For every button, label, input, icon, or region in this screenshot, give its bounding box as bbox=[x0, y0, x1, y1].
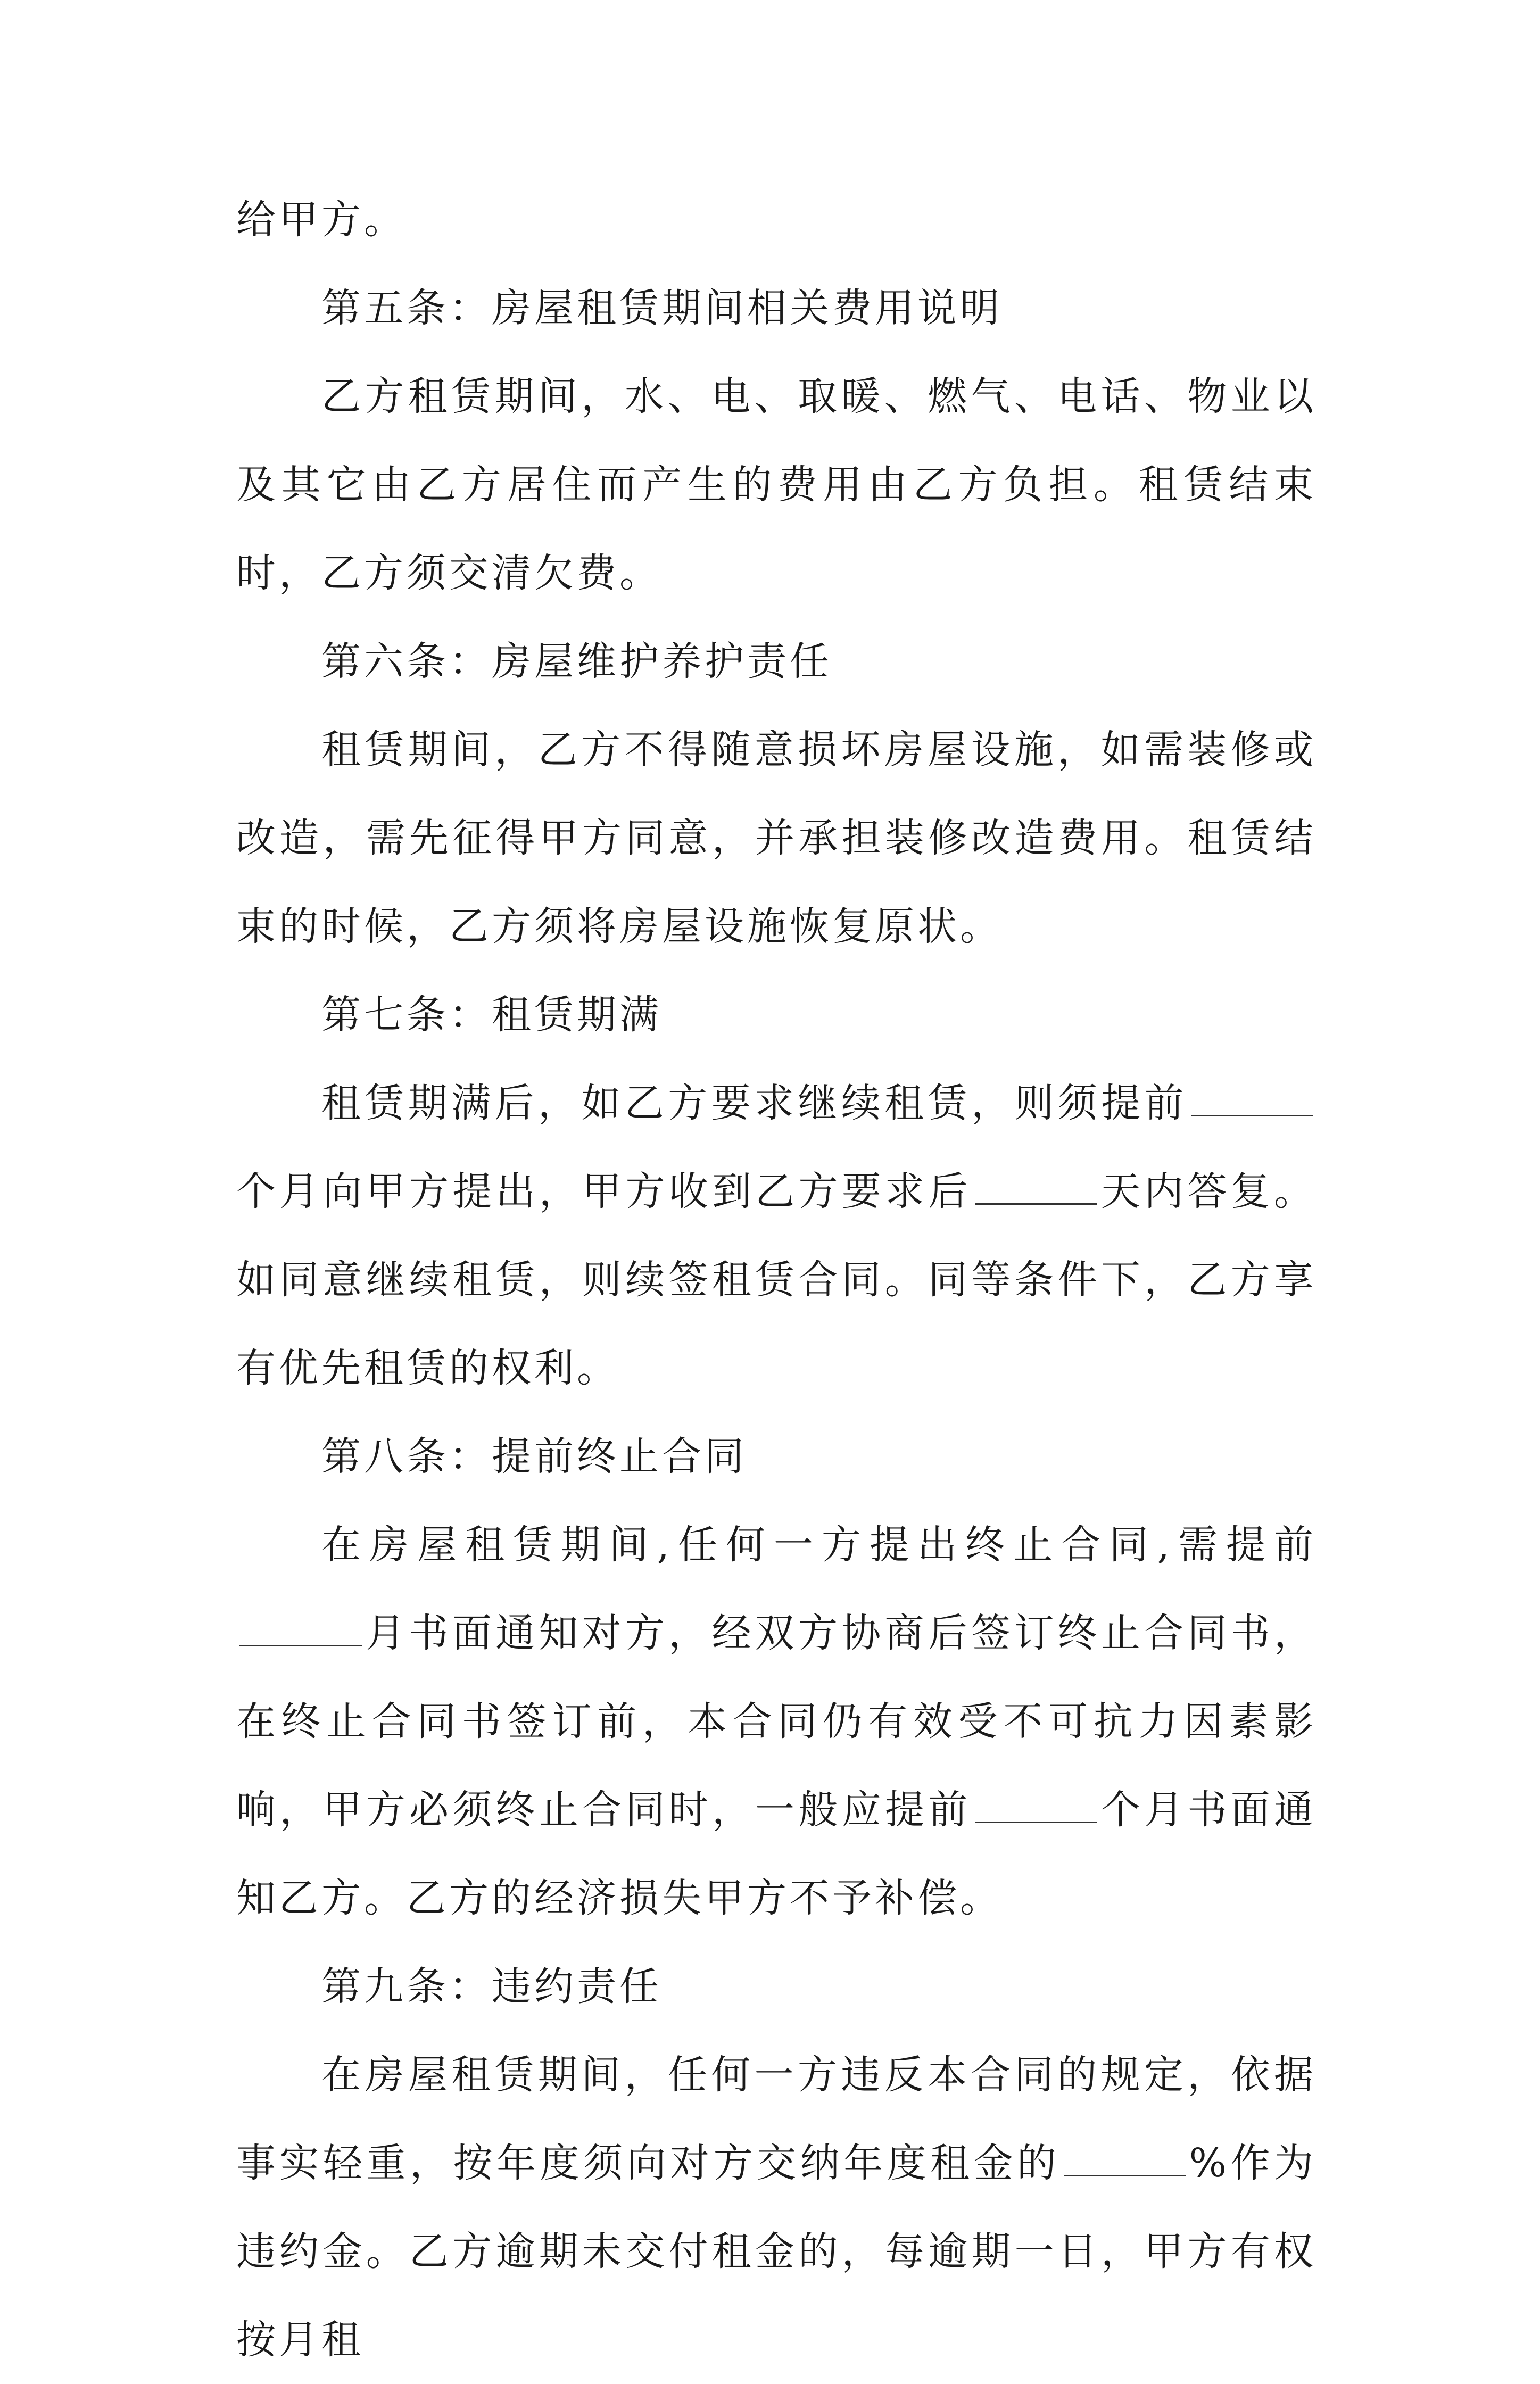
document-body bbox=[236, 176, 1317, 2384]
fill-blank bbox=[975, 1171, 1097, 1205]
text-segment: 月书面通知对方，经双方协商后签订终止合同书，在终止合同书签订前，本合同仍有效受不可抗力因素影响，甲方必须终止合同时，一般应提前 bbox=[236, 1610, 1317, 1833]
text-segment: 租赁期满后，如乙方要求继续租赁，则须提前 bbox=[321, 1080, 1188, 1126]
article-6-heading: 第六条：房屋维护养护责任 bbox=[321, 639, 832, 684]
article-5-body: 乙方租赁期间，水、电、取暖、燃气、电话、物业以及其它由乙方居住而产生的费用由乙方负担。租赁结束时，乙方须交清欠费。 bbox=[236, 374, 1317, 596]
article-7-heading: 第七条：租赁期满 bbox=[321, 992, 662, 1038]
text-segment: 天内答复。如同意继续租赁，则续签租赁合同。同等条件下，乙方享有优先租赁的权利。 bbox=[236, 1169, 1317, 1391]
text-segment: 在房屋租赁期间,任何一方提出终止合同,需提前 bbox=[321, 1522, 1317, 1568]
article-9-body bbox=[236, 2031, 1317, 2384]
article-9-heading: 第九条：违约责任 bbox=[321, 1964, 662, 2009]
text-segment: %作为违约金。乙方逾期未交付租金的，每逾期一日，甲方有权按月租 bbox=[236, 2140, 1317, 2363]
text-segment: 在房屋租赁期间，任何一方违反本合同的规定，依据事实轻重，按年度须向对方交纳年度租金的 bbox=[236, 2052, 1317, 2186]
fill-blank bbox=[1191, 1083, 1313, 1116]
fill-blank bbox=[1064, 2143, 1186, 2176]
text-segment: 个月书面通知乙方。乙方的经济损失甲方不予补偿。 bbox=[236, 1787, 1317, 1921]
paragraph-continuation: 给甲方。 bbox=[236, 197, 407, 243]
article-5-heading: 第五条：房屋租赁期间相关费用说明 bbox=[321, 285, 1003, 331]
article-8-body bbox=[236, 1501, 1317, 1942]
article-6-body: 租赁期间，乙方不得随意损坏房屋设施，如需装修或改造，需先征得甲方同意，并承担装修改造费用。租赁结束的时候，乙方须将房屋设施恢复原状。 bbox=[236, 727, 1317, 949]
article-8-heading: 第八条：提前终止合同 bbox=[321, 1434, 747, 1479]
article-7-body bbox=[236, 1059, 1317, 1412]
fill-blank bbox=[975, 1790, 1097, 1823]
fill-blank bbox=[239, 1613, 362, 1646]
text-segment: 个月向甲方提出，甲方收到乙方要求后 bbox=[236, 1169, 972, 1214]
